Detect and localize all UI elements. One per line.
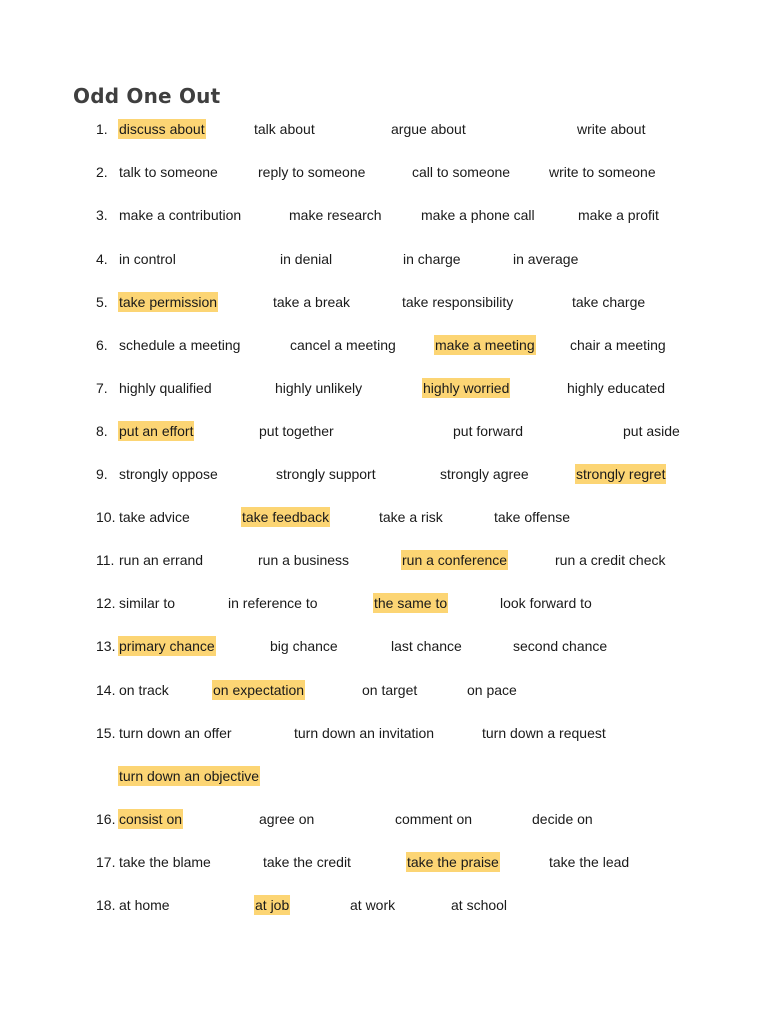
exercise-row (0, 850, 768, 874)
phrase: strongly oppose (119, 466, 218, 482)
phrase: take a break (273, 294, 351, 310)
row-number: 15. (96, 725, 116, 741)
exercise-row (0, 807, 768, 831)
row-number: 7. (96, 380, 108, 396)
exercise-row (0, 634, 768, 658)
phrase: put together (259, 423, 334, 439)
exercise-row (0, 721, 768, 745)
row-number: 1. (96, 121, 108, 137)
exercise-row (0, 376, 768, 400)
phrase: call to someone (412, 164, 511, 180)
phrase: turn down an invitation (294, 725, 435, 741)
phrase: take responsibility (402, 294, 514, 310)
phrase: run a business (258, 552, 350, 568)
phrase: take charge (572, 294, 646, 310)
exercise-row (0, 462, 768, 486)
phrase: cancel a meeting (290, 337, 396, 353)
row-number: 10. (96, 509, 116, 525)
highlighted-phrase: run a conference (402, 552, 508, 568)
row-number: 5. (96, 294, 108, 310)
highlighted-phrase: discuss about (119, 121, 205, 137)
exercise-row (0, 290, 768, 314)
phrase: turn down a request (482, 725, 606, 741)
highlighted-phrase: put an effort (119, 423, 194, 439)
phrase: reply to someone (258, 164, 366, 180)
exercise-row (0, 117, 768, 141)
phrase: strongly support (276, 466, 376, 482)
phrase: last chance (391, 638, 462, 654)
exercise-row (0, 764, 768, 788)
phrase: make a phone call (421, 207, 535, 223)
exercise-row (0, 333, 768, 357)
row-number: 12. (96, 595, 116, 611)
phrase: highly unlikely (275, 380, 363, 396)
phrase: decide on (532, 811, 593, 827)
phrase: similar to (119, 595, 176, 611)
row-number: 2. (96, 164, 108, 180)
row-number: 18. (96, 897, 116, 913)
phrase: write about (577, 121, 646, 137)
row-number: 8. (96, 423, 108, 439)
highlighted-phrase: turn down an objective (119, 768, 260, 784)
phrase: talk to someone (119, 164, 218, 180)
phrase: in denial (280, 251, 333, 267)
phrase: take the lead (549, 854, 630, 870)
page-title: Odd One Out (73, 84, 221, 108)
phrase: take the blame (119, 854, 211, 870)
phrase: in control (119, 251, 176, 267)
phrase: take advice (119, 509, 190, 525)
phrase: on track (119, 682, 169, 698)
highlighted-phrase: highly worried (423, 380, 510, 396)
exercise-row (0, 678, 768, 702)
phrase: put aside (623, 423, 680, 439)
phrase: agree on (259, 811, 315, 827)
row-number: 16. (96, 811, 116, 827)
exercise-row (0, 160, 768, 184)
phrase: schedule a meeting (119, 337, 241, 353)
highlighted-phrase: on expectation (213, 682, 305, 698)
row-number: 17. (96, 854, 116, 870)
phrase: on pace (467, 682, 517, 698)
phrase: in average (513, 251, 579, 267)
row-number: 3. (96, 207, 108, 223)
phrase: at school (451, 897, 508, 913)
exercise-row (0, 419, 768, 443)
exercise-row (0, 505, 768, 529)
highlighted-phrase: make a meeting (435, 337, 535, 353)
phrase: highly educated (567, 380, 666, 396)
highlighted-phrase: consist on (119, 811, 183, 827)
highlighted-phrase: take feedback (242, 509, 330, 525)
phrase: take a risk (379, 509, 443, 525)
phrase: make a contribution (119, 207, 242, 223)
exercise-row (0, 203, 768, 227)
phrase: take the credit (263, 854, 351, 870)
phrase: run a credit check (555, 552, 666, 568)
phrase: put forward (453, 423, 524, 439)
phrase: argue about (391, 121, 466, 137)
highlighted-phrase: take permission (119, 294, 218, 310)
phrase: strongly agree (440, 466, 529, 482)
phrase: at work (350, 897, 396, 913)
row-number: 13. (96, 638, 116, 654)
phrase: turn down an offer (119, 725, 232, 741)
phrase: comment on (395, 811, 473, 827)
highlighted-phrase: primary chance (119, 638, 215, 654)
phrase: make a profit (578, 207, 659, 223)
exercise-row (0, 893, 768, 917)
highlighted-phrase: the same to (374, 595, 448, 611)
highlighted-phrase: strongly regret (576, 466, 666, 482)
exercise-row (0, 247, 768, 271)
row-number: 4. (96, 251, 108, 267)
row-number: 9. (96, 466, 108, 482)
exercise-row (0, 591, 768, 615)
highlighted-phrase: take the praise (407, 854, 499, 870)
phrase: highly qualified (119, 380, 212, 396)
phrase: write to someone (549, 164, 656, 180)
phrase: chair a meeting (570, 337, 666, 353)
phrase: talk about (254, 121, 315, 137)
row-number: 6. (96, 337, 108, 353)
phrase: make research (289, 207, 382, 223)
exercise-row (0, 548, 768, 572)
phrase: big chance (270, 638, 338, 654)
phrase: in charge (403, 251, 461, 267)
phrase: second chance (513, 638, 608, 654)
highlighted-phrase: at job (255, 897, 290, 913)
phrase: in reference to (228, 595, 318, 611)
phrase: look forward to (500, 595, 592, 611)
phrase: on target (362, 682, 418, 698)
row-number: 11. (96, 552, 115, 568)
row-number: 14. (96, 682, 116, 698)
phrase: at home (119, 897, 170, 913)
phrase: take offense (494, 509, 571, 525)
phrase: run an errand (119, 552, 204, 568)
